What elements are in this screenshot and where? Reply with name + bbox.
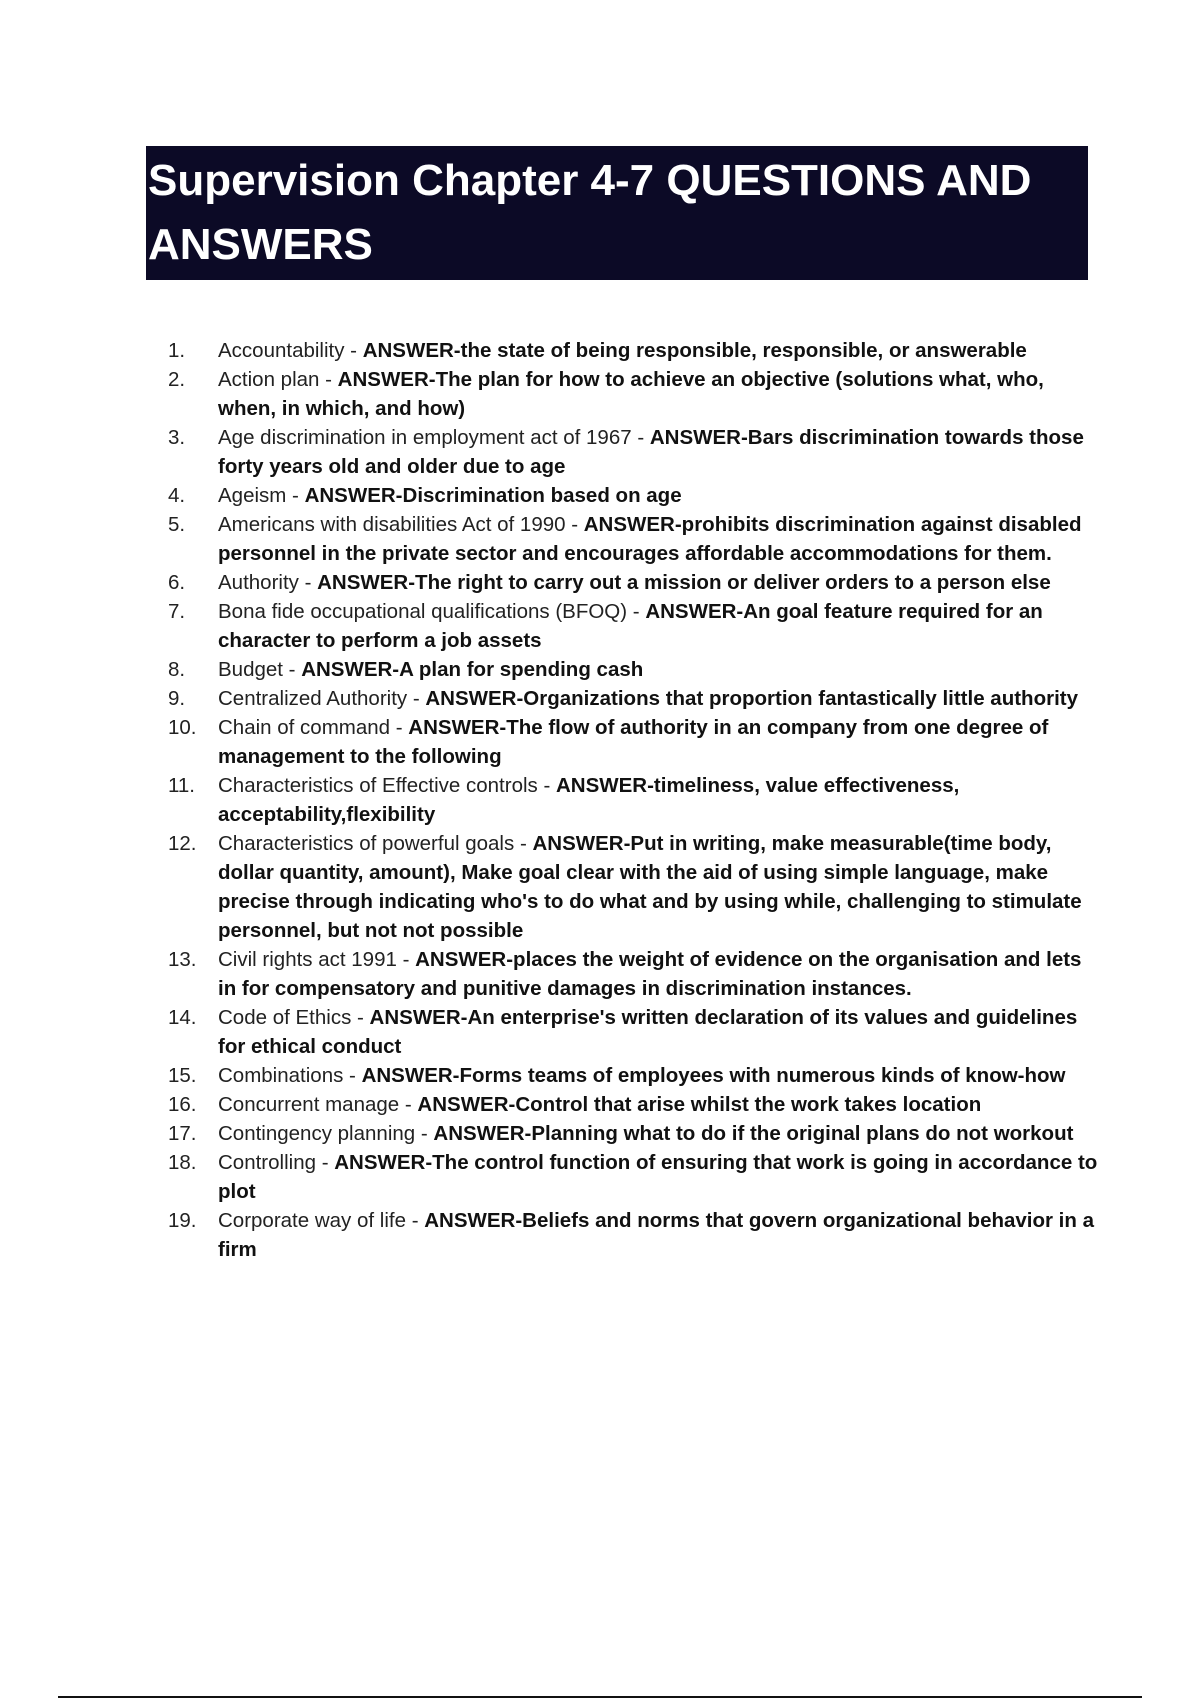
answer-text: ANSWER-Bars discrimination towards those forty years old and older due to age <box>218 426 1084 478</box>
list-item <box>168 510 1098 568</box>
item-number: 10. <box>168 716 197 739</box>
answer-text: ANSWER-Forms teams of employees with numerous kinds of know-how <box>361 1064 1066 1087</box>
list-item <box>168 1119 1098 1148</box>
question-term: Civil rights act 1991 <box>218 948 397 971</box>
separator: - <box>390 716 409 739</box>
answer-text: ANSWER-Control that arise whilst the work takes location <box>417 1093 982 1116</box>
item-number: 6. <box>168 571 186 594</box>
item-number: 4. <box>168 484 186 507</box>
question-term: Characteristics of Effective controls <box>218 774 538 797</box>
separator: - <box>286 484 305 507</box>
question-term: Combinations <box>218 1064 344 1087</box>
item-number: 18. <box>168 1151 197 1174</box>
separator: - <box>399 1093 418 1116</box>
list-item <box>168 365 1098 423</box>
list-item <box>168 597 1098 655</box>
separator: - <box>316 1151 335 1174</box>
question-term: Ageism <box>218 484 287 507</box>
separator: - <box>343 1064 362 1087</box>
answer-text: ANSWER-Discrimination based on age <box>304 484 682 507</box>
item-number: 11. <box>168 774 195 797</box>
answer-text: ANSWER-the state of being responsible, responsible, or answerable <box>362 339 1027 362</box>
question-term: Concurrent manage <box>218 1093 400 1116</box>
list-item <box>168 655 1098 684</box>
answer-text: ANSWER-The plan for how to achieve an objective (solutions what, who, when, in which, and how) <box>218 368 1044 420</box>
list-item <box>168 829 1098 945</box>
question-term: Authority <box>218 571 299 594</box>
item-number: 16. <box>168 1093 197 1116</box>
answer-text: ANSWER-A plan for spending cash <box>301 658 644 681</box>
item-number: 14. <box>168 1006 197 1029</box>
list-item <box>168 1206 1098 1264</box>
item-number: 19. <box>168 1209 197 1232</box>
list-item <box>168 1148 1098 1206</box>
separator: - <box>396 948 416 971</box>
item-number: 3. <box>168 426 186 449</box>
answer-text: ANSWER-An enterprise's written declaration of its values and guidelines for ethical conduct <box>218 1006 1078 1058</box>
question-term: Action plan <box>218 368 320 391</box>
answer-text: ANSWER-prohibits discrimination against disabled personnel in the private sector and encourages affordable accommodations for them. <box>218 513 1082 565</box>
item-number: 13. <box>168 948 197 971</box>
separator: - <box>351 1006 370 1029</box>
answer-text: ANSWER-Beliefs and norms that govern organizational behavior in a firm <box>218 1209 1094 1261</box>
item-number: 1. <box>168 339 186 362</box>
list-item <box>168 568 1098 597</box>
answer-text: ANSWER-Put in writing, make measurable(time body, dollar quantity, amount), Make goal clear with the aid of using simple language, make precise through indicating who's to do what and by using while, challenging to stimulate personnel, but not not possible <box>218 832 1082 942</box>
list-item <box>168 481 1098 510</box>
question-term: Centralized Authority <box>218 687 408 710</box>
question-term: Controlling <box>218 1151 316 1174</box>
item-number: 17. <box>168 1122 197 1145</box>
separator: - <box>514 832 533 855</box>
separator: - <box>537 774 556 797</box>
answer-text: ANSWER-timeliness, value effectiveness, acceptability,flexibility <box>218 774 960 826</box>
answer-text: ANSWER-The flow of authority in an company from one degree of management to the following <box>218 716 1049 768</box>
question-term: Contingency planning <box>218 1122 416 1145</box>
item-number: 8. <box>168 658 186 681</box>
separator: - <box>565 513 584 536</box>
list-item <box>168 336 1098 365</box>
separator: - <box>415 1122 434 1145</box>
answer-text: ANSWER-The right to carry out a mission or deliver orders to a person else <box>317 571 1051 594</box>
separator: - <box>407 687 426 710</box>
question-term: Characteristics of powerful goals <box>218 832 515 855</box>
answer-text: ANSWER-Planning what to do if the original plans do not workout <box>433 1122 1074 1145</box>
item-number: 7. <box>168 600 186 623</box>
answer-text: ANSWER-places the weight of evidence on the organisation and lets in for compensatory and punitive damages in discrimination instances. <box>218 948 1082 1000</box>
list-item <box>168 945 1098 1003</box>
list-item <box>168 684 1098 713</box>
list-item <box>168 423 1098 481</box>
item-number: 5. <box>168 513 186 536</box>
footer-divider <box>58 1696 1142 1698</box>
question-term: Age discrimination in employment act of 1967 <box>218 426 632 449</box>
answer-text: ANSWER-An goal feature required for an character to perform a job assets <box>218 600 1043 652</box>
item-number: 12. <box>168 832 197 855</box>
question-term: Accountability <box>218 339 345 362</box>
separator: - <box>298 571 318 594</box>
separator: - <box>319 368 338 391</box>
question-term: Budget <box>218 658 283 681</box>
list-item <box>168 1090 1098 1119</box>
separator: - <box>282 658 302 681</box>
list-item <box>168 1003 1098 1061</box>
question-term: Code of Ethics <box>218 1006 352 1029</box>
separator: - <box>406 1209 425 1232</box>
question-term: Chain of command <box>218 716 391 739</box>
question-term: Americans with disabilities Act of 1990 <box>218 513 566 536</box>
list-item <box>168 771 1098 829</box>
item-number: 2. <box>168 368 186 391</box>
separator: - <box>627 600 646 623</box>
question-term: Bona fide occupational qualifications (BFOQ) <box>218 600 628 623</box>
qa-list <box>168 336 1098 1264</box>
item-number: 15. <box>168 1064 197 1087</box>
answer-text: ANSWER-Organizations that proportion fantastically little authority <box>425 687 1078 710</box>
answer-text: ANSWER-The control function of ensuring that work is going in accordance to plot <box>218 1151 1098 1203</box>
separator: - <box>344 339 363 362</box>
title-banner <box>146 146 1088 280</box>
list-item <box>168 713 1098 771</box>
list-item <box>168 1061 1098 1090</box>
item-number: 9. <box>168 687 186 710</box>
question-term: Corporate way of life <box>218 1209 407 1232</box>
page-title: Supervision Chapter 4-7 QUESTIONS AND ANSWERS <box>148 156 1032 269</box>
separator: - <box>631 426 650 449</box>
